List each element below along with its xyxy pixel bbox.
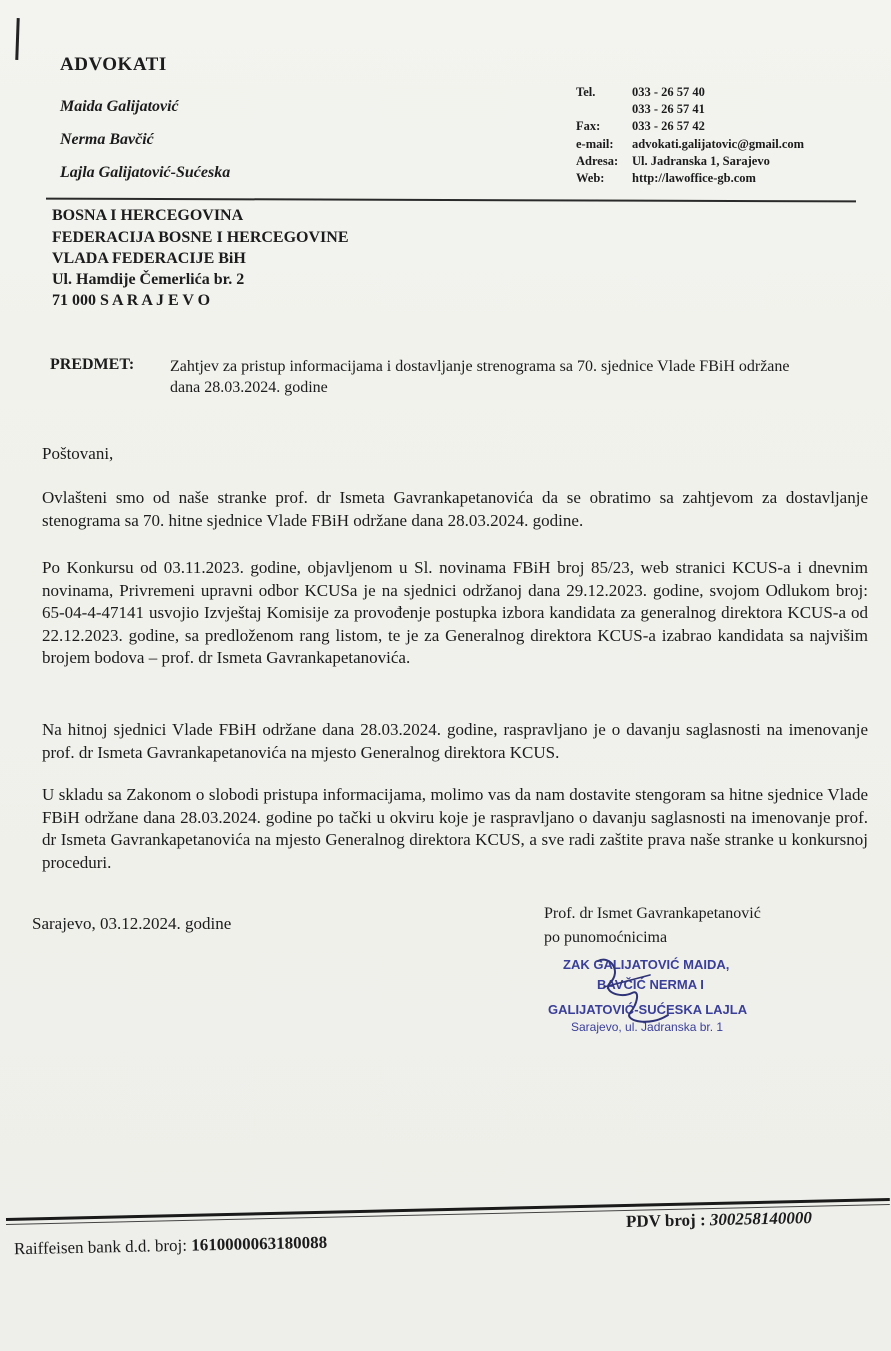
tel-number-2: 033 - 26 57 41 (632, 102, 705, 116)
recipient-line-3: VLADA FEDERACIJE BiH (52, 250, 246, 267)
signatory-name: Prof. dr Ismet Gavrankapetanović (544, 905, 761, 922)
bank-account-number: 1610000063180088 (191, 1232, 328, 1255)
contact-tel (576, 85, 705, 100)
recipient-line-1: BOSNA I HERCEGOVINA (52, 207, 244, 224)
lawyer-name-1: Maida Galijatović (60, 98, 179, 115)
place-date: Sarajevo, 03.12.2024. godine (32, 914, 232, 933)
contact-email (576, 137, 804, 152)
stamp-line-1: ZAK GALIJATOVIĆ MAIDA, (563, 957, 730, 972)
email-label: e-mail: (576, 137, 614, 151)
body-paragraph-3: Na hitnoj sjednici Vlade FBiH održane dana 28.03.2024. godine, raspravljano je o davanju saglasnosti na imenovanje prof. dr Ismeta Gavrankapetanovića na mjesto Generalnog direktora KCUS. (42, 720, 868, 762)
contact-fax (576, 119, 705, 134)
body-paragraph-2: Po Konkursu od 03.11.2023. godine, objavljenom u Sl. novinama FBiH broj 85/23, web stranici KCUS-a i dnevnim novinama, Privremeni upravni odbor KCUSa je na sjednici održanoj dana 29.12.2023. godine, svojom Odlukom broj: 65-04-4-47141 usvojio Izvještaj Komisije za provođenje postupka izbora kandidata za generalnog direktora KCUS-a od 22.12.2023. godine, sa predloženom rang listom, te je za Generalnog direktora KCUS-a izabrao kandidata sa najvišim brojem bodova – prof. dr Ismeta Gavrankapetanovića. (42, 558, 868, 667)
handwritten-signature (580, 953, 700, 1043)
bank-account (14, 1233, 328, 1260)
margin-mark (15, 18, 19, 60)
email-address: advokati.galijatovic@gmail.com (632, 137, 805, 151)
tel-number-1: 033 - 26 57 40 (632, 85, 705, 99)
vat-number (626, 1208, 812, 1232)
recipient-line-2: FEDERACIJA BOSNE I HERCEGOVINE (52, 229, 349, 246)
recipient-line-5: 71 000 S A R A J E V O (52, 292, 211, 309)
vat-value: 300258140000 (709, 1208, 813, 1230)
lawyer-name-3: Lajla Galijatović-Sućeska (60, 164, 231, 181)
web-label: Web: (576, 171, 605, 185)
body-paragraph-1: Ovlašteni smo od naše stranke prof. dr Ismeta Gavrankapetanovića da se obratimo sa zahtjevom za dostavljanje stenograma sa 70. hitne sjednice Vlade FBiH održane dana 28.03.2024. godine. (42, 488, 868, 530)
vat-label: PDV broj : (625, 1210, 706, 1231)
bank-label: Raiffeisen bank d.d. broj: (13, 1235, 188, 1259)
stamp-line-4: Sarajevo, ul. Jadranska br. 1 (571, 1020, 724, 1034)
contact-address (576, 154, 770, 169)
website: http://lawoffice-gb.com (632, 171, 756, 185)
office-address: Ul. Jadranska 1, Sarajevo (632, 154, 770, 168)
fax-number: 033 - 26 57 42 (632, 119, 705, 133)
body-paragraph-4: U skladu sa Zakonom o slobodi pristupa informacijama, molimo vas da nam dostavite stengoram sa hitne sjednice Vlade FBiH održane dana 28.03.2024. godine po tački u okviru koje je raspravljano o davanju saglasnosti na imenovanje prof. dr Ismeta Gavrankapetanovića na mjesto Generalnog direktora KCUS, a sve radi zaštite prava naše stranke u konkursnoj proceduri. (42, 785, 868, 872)
contact-web (576, 171, 756, 186)
fax-label: Fax: (576, 119, 601, 133)
office-stamp (545, 953, 785, 1048)
firm-name: ADVOKATI (60, 54, 167, 75)
stamp-line-3: GALIJATOVIĆ-SUĆESKA LAJLA (548, 1002, 748, 1017)
header-divider (46, 198, 856, 203)
subject-text: Zahtjev za pristup informacijama i dostavljanje strenograma sa 70. sjednice Vlade FBiH održane dana 28.03.2024. godine (170, 358, 790, 396)
lawyer-name-2: Nerma Bavčić (60, 131, 154, 148)
tel-label: Tel. (576, 85, 596, 99)
signatory-proxy: po punomoćnicima (544, 929, 668, 946)
recipient-line-4: Ul. Hamdije Čemerlića br. 2 (52, 271, 245, 288)
address-label: Adresa: (576, 154, 619, 168)
subject-label: PREDMET: (50, 356, 135, 373)
stamp-line-2: BAVČIĆ NERMA I (597, 977, 704, 992)
greeting: Poštovani, (42, 444, 114, 463)
